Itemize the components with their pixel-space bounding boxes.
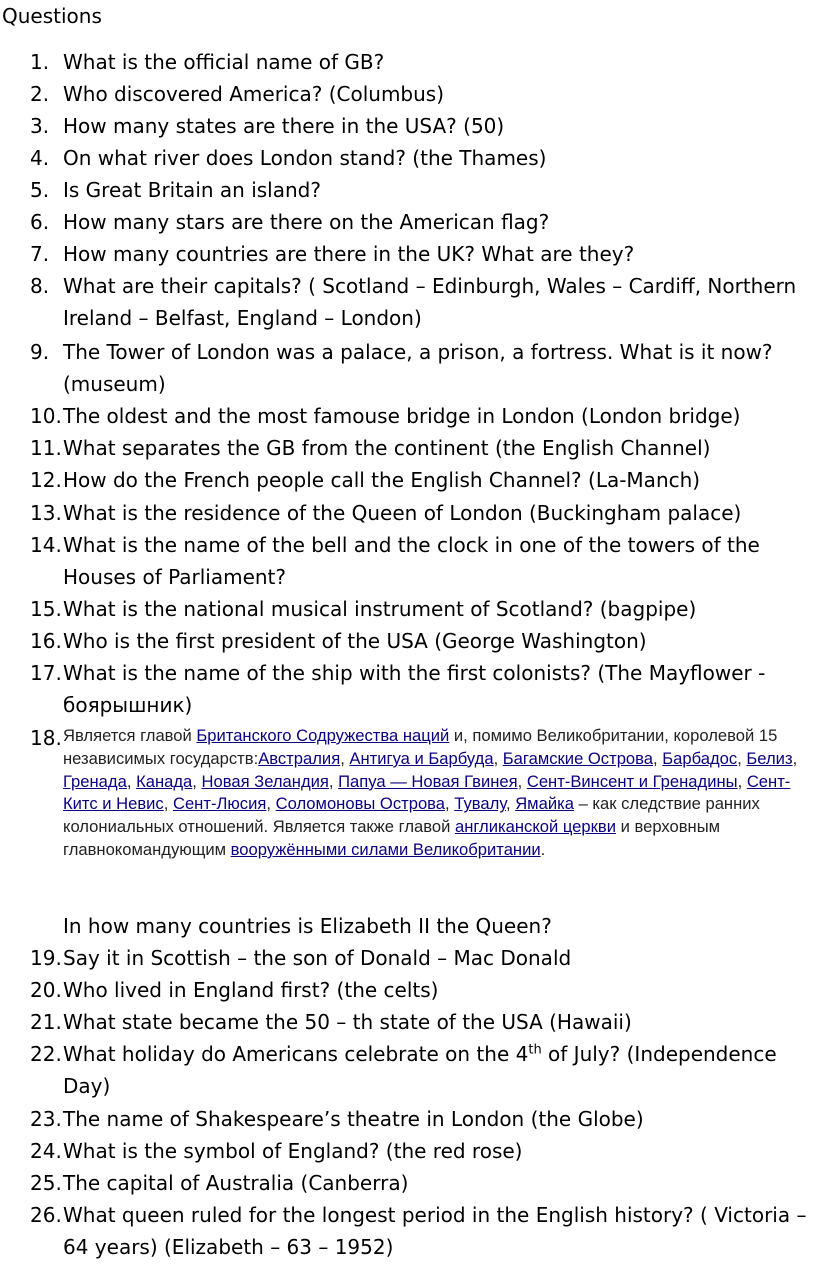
item-number: 6. (30, 210, 50, 234)
item-text: What state became the 50 – th state of the USA (Hawaii) (63, 1010, 632, 1034)
link-antigua-barbuda[interactable]: Антигуа и Барбуда (349, 748, 494, 768)
separator-text: , (505, 794, 516, 814)
item-number: 12. (30, 468, 62, 492)
separator-text: , (328, 771, 339, 791)
link-anglican-church[interactable]: англиканской церкви (454, 817, 616, 837)
item-number: 13. (30, 501, 62, 525)
separator-text: , (445, 794, 455, 814)
item-text: What is the name of the ship with the first colonists? (The Mayflower - боярышник) (63, 661, 766, 717)
list-item (30, 497, 810, 529)
link-bahamas[interactable]: Багамские Острова (502, 748, 654, 768)
item-number: 25. (30, 1171, 62, 1195)
item-number: 4. (30, 146, 50, 170)
separator-text: , (126, 771, 137, 791)
item-text: What is the official name of GB? (63, 50, 385, 74)
separator-text: , (737, 748, 747, 768)
link-grenada[interactable]: Гренада (63, 771, 127, 791)
list-item (30, 1135, 810, 1167)
item-text: Who is the first president of the USA (George Washington) (63, 629, 647, 653)
item-text: What is the residence of the Queen of London (Buckingham palace) (63, 501, 742, 525)
list-item (30, 529, 810, 593)
link-barbados[interactable]: Барбадос (662, 748, 738, 768)
separator-text: , (792, 748, 798, 768)
item-number: 1. (30, 50, 50, 74)
list-item (30, 206, 810, 238)
list-item (30, 270, 810, 334)
paragraph-text: и верховным главнокомандующим (63, 817, 721, 859)
list-item (30, 1167, 810, 1199)
item-number: 23. (30, 1107, 62, 1131)
list-item (30, 1006, 810, 1038)
item-text (30, 1038, 810, 1102)
link-canada[interactable]: Канада (136, 771, 193, 791)
item-text: Who discovered America? (Columbus) (63, 82, 445, 106)
item-text: The Tower of London was a palace, a prison, a fortress. What is it now? (museum) (63, 340, 773, 396)
link-papua-new-guinea[interactable]: Папуа — Новая Гвинея (338, 771, 518, 791)
item-text: How many countries are there in the UK? What are they? (63, 242, 635, 266)
separator-text: , (517, 771, 527, 791)
link-belize[interactable]: Белиз (746, 748, 793, 768)
page-title: Questions (2, 4, 102, 28)
text-part: What holiday do Americans celebrate on the 4 (63, 1042, 529, 1066)
separator-text: , (266, 794, 276, 814)
list-item (30, 1103, 810, 1135)
list-item (30, 1038, 810, 1102)
list-item (30, 464, 810, 496)
item-number: 2. (30, 82, 50, 106)
list-item (30, 657, 810, 721)
link-commonwealth[interactable]: Британского Содружества наций (196, 726, 450, 745)
link-new-zealand[interactable]: Новая Зеландия (201, 771, 329, 791)
separator-text: , (192, 771, 202, 791)
item-number: 3. (30, 114, 50, 138)
link-armed-forces[interactable]: вооружёнными силами Великобритании (230, 839, 541, 859)
paragraph-text: . (540, 839, 546, 859)
separator-text: , (653, 748, 663, 768)
list-item (30, 400, 810, 432)
item-text: The oldest and the most famouse bridge in London (London bridge) (63, 404, 741, 428)
paragraph-text: – как следствие ранних колониальных отношений. Является также главой (63, 794, 760, 837)
item-number: 20. (30, 978, 62, 1002)
item-text: Is Great Britain an island? (63, 178, 321, 202)
list-item (30, 110, 810, 142)
item-text: How many states are there in the USA? (50) (63, 114, 505, 138)
separator-text: , (340, 748, 350, 768)
item-text: How do the French people call the English Channel? (La-Manch) (63, 468, 701, 492)
link-solomon-islands[interactable]: Соломоновы Острова (275, 794, 446, 814)
item-text: Say it in Scottish – the son of Donald – Mac Donald (63, 946, 572, 970)
list-item (30, 238, 810, 270)
list-item (30, 142, 810, 174)
link-tuvalu[interactable]: Тувалу (454, 794, 506, 814)
link-saint-kitts[interactable]: Сент-Китс и Невис (63, 771, 791, 814)
list-item (30, 725, 810, 862)
item-number: 26. (30, 1203, 62, 1227)
item-number: 7. (30, 242, 50, 266)
list-item (30, 1199, 810, 1263)
item-number: 17. (30, 661, 62, 685)
list-item (30, 974, 810, 1006)
item-text: Who lived in England first? (the celts) (63, 978, 439, 1002)
list-item (30, 432, 810, 464)
item-text: On what river does London stand? (the Thames) (63, 146, 547, 170)
separator-text: , (493, 748, 503, 768)
item-number: 22. (30, 1042, 62, 1066)
item-text: The name of Shakespeare’s theatre in London (the Globe) (63, 1107, 644, 1131)
item-text: What is the symbol of England? (the red rose) (63, 1139, 523, 1163)
text-part: of July? (Independence Day) (63, 1042, 777, 1098)
item-text: What is the name of the bell and the clock in one of the towers of the Houses of Parliament? (63, 533, 760, 589)
item-number: 5. (30, 178, 50, 202)
item-text: In how many countries is Elizabeth II the Queen? (63, 914, 552, 938)
link-australia[interactable]: Австралия (258, 748, 341, 768)
item-text: What is the national musical instrument of Scotland? (bagpipe) (63, 597, 697, 621)
item-number: 9. (30, 340, 50, 364)
item-number: 14. (30, 533, 62, 557)
item-number: 18. (30, 726, 62, 750)
separator-text: , (163, 794, 173, 814)
item-text: What queen ruled for the longest period in the English history? ( Victoria – 64 years) (Elizabeth – 63 – 1952) (63, 1203, 807, 1259)
list-item (30, 174, 810, 206)
list-item (30, 942, 810, 974)
item-text: What are their capitals? ( Scotland – Edinburgh, Wales – Cardiff, Northern Ireland – Belfast, England – London) (63, 274, 797, 330)
superscript: th (528, 1042, 542, 1058)
list-item (30, 46, 810, 78)
item-number: 21. (30, 1010, 62, 1034)
item-number: 16. (30, 629, 62, 653)
russian-paragraph (30, 725, 810, 862)
paragraph-text: Является главой (63, 726, 197, 745)
paragraph-text: и, помимо Великобритании, королевой 15 независимых государств: (63, 726, 778, 768)
item-number: 15. (30, 597, 62, 621)
item-text: The capital of Australia (Canberra) (63, 1171, 409, 1195)
link-jamaica[interactable]: Ямайка (515, 794, 574, 814)
item-number: 24. (30, 1139, 62, 1163)
item-text: How many stars are there on the American flag? (63, 210, 550, 234)
item-number: 8. (30, 274, 50, 298)
list-item (30, 625, 810, 657)
separator-text: , (737, 771, 747, 791)
link-saint-lucia[interactable]: Сент-Люсия (172, 794, 267, 814)
item-number: 19. (30, 946, 62, 970)
item-text: What separates the GB from the continent (the English Channel) (63, 436, 711, 460)
item-number: 11. (30, 436, 62, 460)
list-item (30, 910, 810, 942)
list-item (30, 336, 810, 400)
link-saint-vincent[interactable]: Сент-Винсент и Гренадины (526, 771, 738, 791)
list-item (30, 593, 810, 625)
item-number: 10. (30, 404, 62, 428)
list-item (30, 78, 810, 110)
